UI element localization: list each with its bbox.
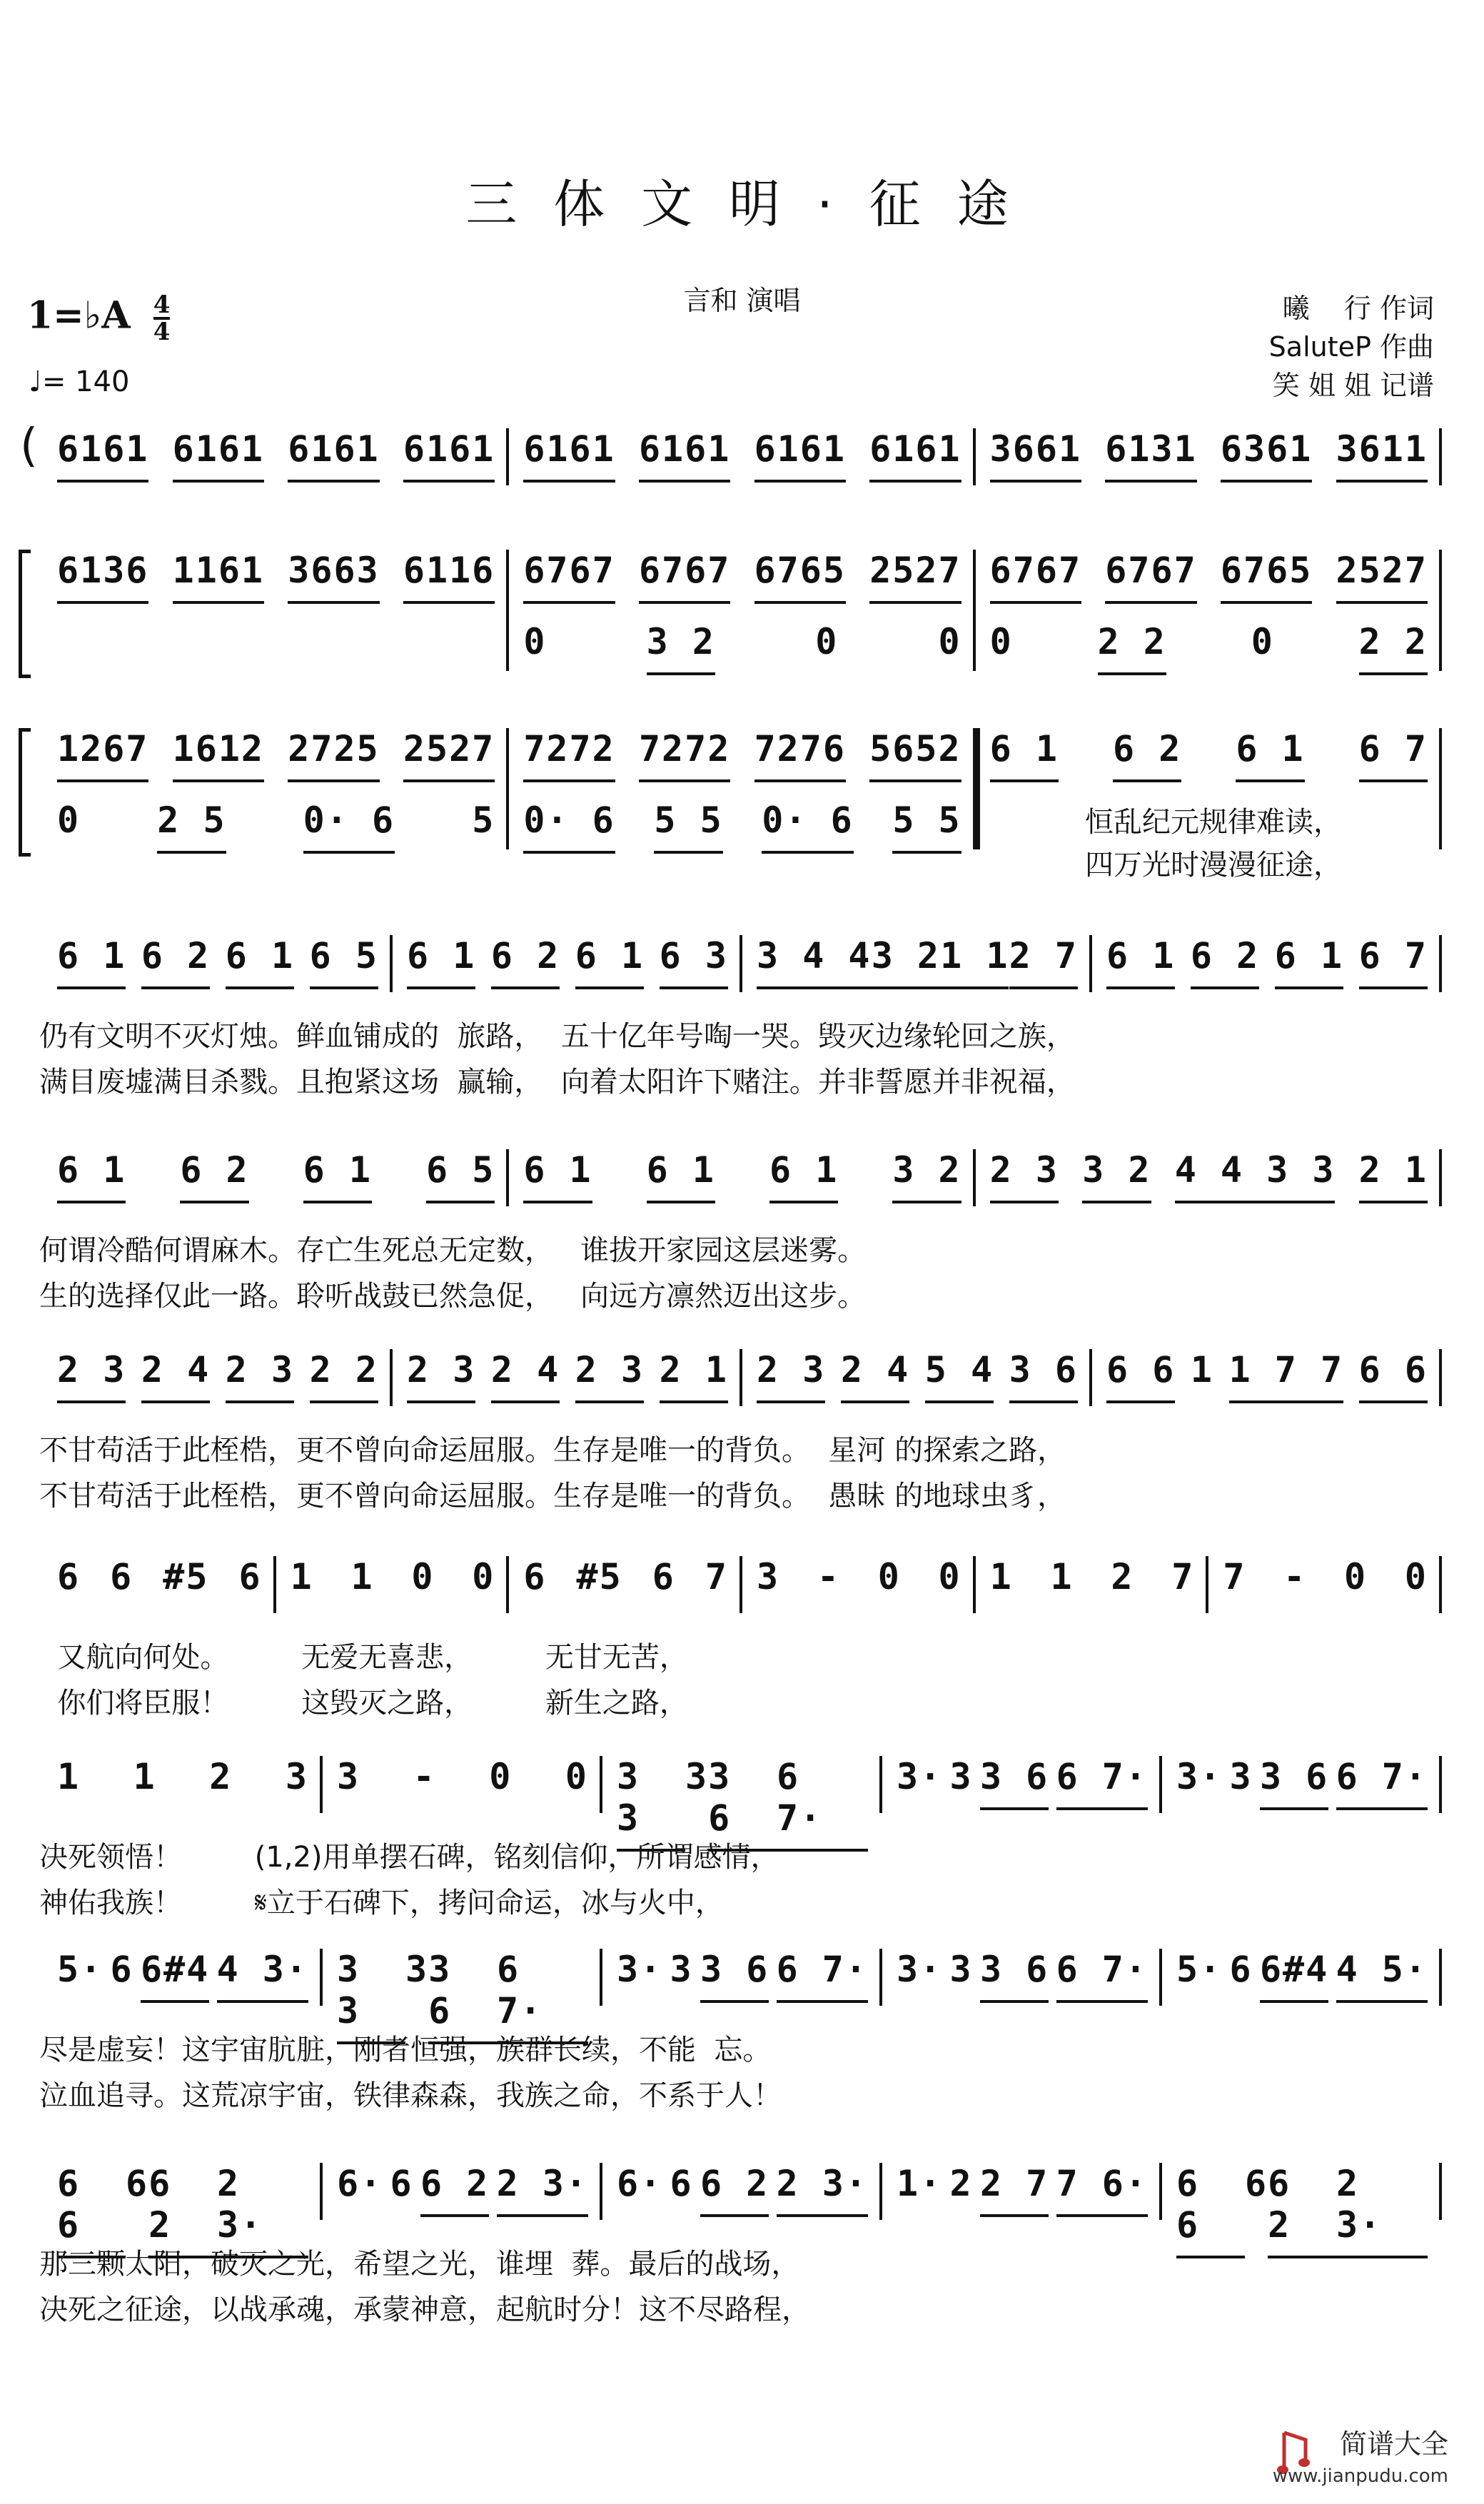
note-group: 3· xyxy=(897,1756,943,1797)
note-group: 3 6 xyxy=(980,1949,1049,2003)
measure xyxy=(1092,1349,1442,1406)
note-group: 0 xyxy=(489,1756,513,1797)
note-group: 3 6 xyxy=(428,1949,497,2044)
measure xyxy=(742,1556,976,1613)
lyric-line: 神佑我族！ 𝄋立于石碑下，拷问命运，冰与火中， xyxy=(39,1887,724,1919)
measure xyxy=(602,1756,882,1839)
bar-line xyxy=(1439,1149,1442,1206)
note-group: 6 2 xyxy=(1113,728,1181,782)
note-group: 6361 xyxy=(1221,428,1312,483)
bar-line xyxy=(1439,428,1442,485)
note-group: 6 1 xyxy=(1275,935,1343,989)
note-group: 6 6 xyxy=(1176,2163,1245,2258)
watermark-text: 简谱大全 xyxy=(1339,2428,1448,2460)
note-group: 6 xyxy=(670,2163,693,2204)
bass-note-group: 0· 6 xyxy=(303,799,395,854)
note-group: - xyxy=(1283,1556,1307,1597)
note-group: 3 3 xyxy=(617,1756,685,1852)
note-group: 6161 xyxy=(57,428,148,483)
measure xyxy=(43,1349,393,1406)
note-group: 6 7· xyxy=(1056,1949,1148,2003)
note-group: 3 6 xyxy=(1009,1349,1078,1403)
note-group: 6767 xyxy=(990,550,1081,604)
note-group: 4 3· xyxy=(217,1949,308,2003)
watermark-url: www.jianpudu.com xyxy=(1272,2465,1448,2487)
note-group: 3 6 xyxy=(708,1756,777,1852)
note-group: 6116 xyxy=(403,550,495,604)
measure xyxy=(976,1556,1209,1613)
credits xyxy=(1269,289,1434,405)
bass-note-group: 0 xyxy=(57,799,81,841)
note-group: 1267 xyxy=(57,728,148,782)
score-system xyxy=(0,935,1435,1099)
lyric-line: 四万光时漫漫征途， xyxy=(1085,849,1342,882)
measure xyxy=(43,428,509,485)
measure xyxy=(976,1149,1442,1206)
note-group: 6 1 xyxy=(57,935,126,989)
measure xyxy=(323,1756,602,1813)
note-group: 2 3 xyxy=(226,1349,294,1403)
note-group: 6 3 xyxy=(660,935,728,989)
measure xyxy=(43,550,509,607)
note-group: 7272 xyxy=(639,728,730,782)
note-group: 6161 xyxy=(173,428,264,483)
note-group: 6136 xyxy=(57,550,148,604)
note-group: 6 2 xyxy=(1191,935,1259,989)
bass-note-group: 2 2 xyxy=(1359,621,1428,675)
lyric-line: 仍有文明不灭灯烛。鲜血铺成的 旅路， 五十亿年号啕一哭。毁灭边缘轮回之族， xyxy=(39,1020,1075,1053)
note-group: 1 xyxy=(290,1556,313,1597)
note-group: 6 xyxy=(652,1556,675,1597)
note-group: 3 2 xyxy=(892,1149,961,1203)
note-group: 6 7· xyxy=(777,1756,868,1852)
note-group: 2 xyxy=(209,1756,233,1797)
note-group: #5 xyxy=(576,1556,622,1597)
lyric-line: 决死领悟！ (1,2)用单摆石碑，铭刻信仰，所谓感情， xyxy=(39,1841,779,1874)
note-group: 1 7 7 xyxy=(1229,1349,1344,1403)
lyric-line: 尽是虚妄！这宇宙肮脏，刚者恒强，族群长续，不能 忘。 xyxy=(39,2034,772,2066)
note-group: 2725 xyxy=(288,728,379,782)
bass-measure xyxy=(509,799,975,849)
bar-line xyxy=(1439,1349,1442,1406)
score-system xyxy=(0,550,1435,692)
note-group: 3 xyxy=(285,1756,308,1797)
bar-line xyxy=(1439,935,1442,992)
note-group: 3· xyxy=(1176,1756,1223,1797)
note-group: 3 2 xyxy=(872,935,940,989)
measure xyxy=(393,935,742,992)
note-group: 6767 xyxy=(639,550,730,604)
score-system xyxy=(0,1949,1435,2112)
measure xyxy=(742,935,1092,992)
note-group: 3 xyxy=(757,1556,780,1597)
note-group: 6 2 xyxy=(141,935,210,989)
measure xyxy=(976,728,1442,785)
measure xyxy=(1162,1949,1442,2006)
bass-note-group: 2 5 xyxy=(157,799,226,854)
note-group: 6765 xyxy=(754,550,846,604)
measure xyxy=(43,1556,276,1613)
measure xyxy=(1092,935,1442,992)
note-group: 2 3 xyxy=(407,1349,475,1403)
note-group: 6· xyxy=(337,2163,383,2204)
bass-note-group: 0 xyxy=(938,621,961,662)
score-system xyxy=(0,1756,1435,1919)
note-group: 6 xyxy=(523,1556,547,1597)
note-group: 6161 xyxy=(869,428,961,483)
note-group: 3 4 4 xyxy=(757,935,872,989)
bass-note-group: 0· 6 xyxy=(762,799,853,854)
note-group: 6 2 xyxy=(491,935,560,989)
note-group: 1 1 xyxy=(940,935,1009,989)
note-group: 3 xyxy=(1229,1756,1253,1797)
note-group: 2 7 xyxy=(1009,935,1078,989)
note-group: 3611 xyxy=(1336,428,1428,483)
note-group: 6 1 xyxy=(407,935,475,989)
note-group: 6 1 xyxy=(226,935,294,989)
note-group: 3 2 xyxy=(1082,1149,1151,1203)
measure xyxy=(976,550,1442,607)
measure xyxy=(882,2163,1162,2220)
note-group: 6· xyxy=(617,2163,663,2204)
note-group: 6 7· xyxy=(777,1949,868,2003)
note-group: 6767 xyxy=(1105,550,1196,604)
note-group: 0 xyxy=(1404,1556,1428,1597)
note-group: 6 1 xyxy=(647,1149,715,1203)
note-group: 3663 xyxy=(288,550,379,604)
note-group: 6 xyxy=(110,1556,133,1597)
score-system xyxy=(0,728,1435,882)
note-group: 6 1 xyxy=(1106,935,1175,989)
measure xyxy=(43,2163,323,2246)
note-group: 0 xyxy=(938,1556,961,1597)
bass-measure xyxy=(43,799,509,849)
note-group: 6 7· xyxy=(1056,1756,1148,1810)
note-group: 1 xyxy=(989,1556,1013,1597)
note-group: - xyxy=(413,1756,436,1797)
note-group: 6131 xyxy=(1105,428,1196,483)
note-group: 6 1 xyxy=(523,1149,592,1203)
measure xyxy=(43,935,393,992)
note-group: 6 2 xyxy=(420,2163,489,2217)
measure xyxy=(43,1756,323,1813)
page-title: 三 体 文 明 · 征 途 xyxy=(465,174,1019,234)
note-group: 6 xyxy=(390,2163,413,2204)
note-group: 2527 xyxy=(403,728,495,782)
measure xyxy=(509,428,975,485)
measure xyxy=(882,1949,1162,2006)
note-group: 2527 xyxy=(869,550,961,604)
measure xyxy=(43,1949,323,2006)
measure xyxy=(1162,2163,1442,2246)
bar-line xyxy=(1439,1556,1442,1613)
note-group: 3 xyxy=(670,1949,693,1990)
note-group: 6#4 xyxy=(1260,1949,1328,2003)
note-group: 2527 xyxy=(1336,550,1428,604)
note-group: 6 xyxy=(238,1556,262,1597)
credit-lyricist: 曦 行 作词 xyxy=(1282,293,1434,324)
note-group: 6 xyxy=(57,1556,81,1597)
note-group: 7 xyxy=(705,1556,728,1597)
lyric-line: 决死之征途，以战承魂，承蒙神意，起航时分！这不尽路程， xyxy=(39,2293,810,2326)
note-group: 6 1 xyxy=(1236,728,1304,782)
measure xyxy=(323,2163,602,2220)
bass-note-group: 0 xyxy=(989,621,1013,662)
note-group: 2 3 xyxy=(57,1349,126,1403)
note-group: 7 xyxy=(1223,1556,1246,1597)
measure xyxy=(1208,1556,1442,1613)
note-group: 1· xyxy=(897,2163,943,2204)
note-group: 3 xyxy=(685,1756,709,1797)
note-group: 3 3 xyxy=(337,1949,405,2044)
score-system xyxy=(0,1149,1435,1313)
bass-note-group: 3 2 xyxy=(647,621,715,675)
note-group: 7 xyxy=(1171,1556,1195,1597)
bass-note-group: 5 5 xyxy=(892,799,961,854)
note-group: 0 xyxy=(411,1556,435,1597)
credit-composer: SaluteP 作曲 xyxy=(1268,331,1434,363)
note-group: 3 xyxy=(337,1756,360,1797)
score-system xyxy=(0,2163,1435,2326)
note-group: 6 6 xyxy=(1106,1349,1175,1403)
note-group: 3· xyxy=(617,1949,663,1990)
measure xyxy=(742,1349,1092,1406)
note-group: 1 xyxy=(133,1756,156,1797)
measure xyxy=(509,1149,975,1206)
lyric-line: 不甘苟活于此桎梏，更不曾向命运屈服。生存是唯一的背负。 愚昧 的地球虫豸， xyxy=(39,1480,1066,1513)
note-group: - xyxy=(817,1556,840,1597)
note-group: 7276 xyxy=(754,728,846,782)
time-signature xyxy=(153,293,171,344)
note-group: 2 3· xyxy=(497,2163,588,2217)
note-group: 6161 xyxy=(288,428,379,483)
note-group: 6 2 xyxy=(700,2163,769,2217)
note-group: 6 7 xyxy=(1359,935,1428,989)
note-group: 1 xyxy=(350,1556,374,1597)
measure xyxy=(1162,1756,1442,1813)
note-group: 2 2 xyxy=(310,1349,378,1403)
note-group: 6 7· xyxy=(1336,1756,1428,1810)
note-group: 6 xyxy=(125,2163,149,2204)
measure xyxy=(43,728,509,785)
measure xyxy=(43,1149,509,1206)
note-group: 5 4 xyxy=(925,1349,994,1403)
note-group: 2 3 xyxy=(757,1349,825,1403)
measure xyxy=(509,728,975,785)
lyric-line: 那三颗太阳，破灭之光，希望之光，谁埋 葬。最后的战场， xyxy=(39,2248,800,2281)
lyric-line: 不甘苟活于此桎梏，更不曾向命运屈服。生存是唯一的背负。 星河 的探索之路， xyxy=(39,1434,1066,1467)
bar-line xyxy=(1439,2163,1442,2220)
note-group: 2 3 xyxy=(575,1349,644,1403)
note-group: 2 4 xyxy=(841,1349,909,1403)
note-group: 6 7· xyxy=(497,1949,588,2044)
note-group: 6 6 xyxy=(1359,1349,1428,1403)
note-group: 6#4 xyxy=(141,1949,209,2003)
note-group: 6 5 xyxy=(426,1149,495,1203)
note-group: 6 1 xyxy=(769,1149,838,1203)
note-group: 2 3· xyxy=(777,2163,868,2217)
note-group: 2 1 xyxy=(1359,1149,1428,1203)
time-denominator: 4 xyxy=(153,318,171,346)
note-group: 3· xyxy=(897,1949,943,1990)
note-group: 7 6· xyxy=(1056,2163,1148,2217)
bass-note-group: 2 2 xyxy=(1098,621,1166,675)
bar-line xyxy=(1439,1949,1442,2006)
note-group: 1612 xyxy=(173,728,264,782)
watermark xyxy=(1272,2425,1470,2497)
measure xyxy=(509,1556,742,1613)
note-group: 2 xyxy=(1111,1556,1134,1597)
lyric-line: 又航向何处。 无爱无喜悲， 无甘无苦， xyxy=(39,1641,688,1674)
note-group: 6161 xyxy=(523,428,615,483)
note-group: 6 1 xyxy=(575,935,644,989)
measure xyxy=(509,550,975,607)
note-group: 0 xyxy=(565,1756,588,1797)
note-group: 7272 xyxy=(523,728,615,782)
note-group: 6 7 xyxy=(1359,728,1428,782)
note-group: 6 5 xyxy=(310,935,378,989)
note-group: 5· xyxy=(1176,1949,1223,1990)
score-system xyxy=(0,1556,1435,1720)
note-group: 1161 xyxy=(173,550,264,604)
bass-measure xyxy=(976,621,1442,671)
repeat-parenthesis: ( xyxy=(20,420,38,473)
tempo-marking: ♩= 140 xyxy=(29,365,130,398)
note-group: 2 3 xyxy=(990,1149,1059,1203)
note-group: 4 5· xyxy=(1336,1949,1428,2003)
bar-line xyxy=(1439,1756,1442,1813)
credit-transcriber: 笑 姐 姐 记谱 xyxy=(1272,370,1434,401)
note-group: 2 1 xyxy=(660,1349,728,1403)
measure xyxy=(323,1949,602,2031)
time-numerator: 4 xyxy=(153,291,171,319)
bass-measure xyxy=(509,621,975,671)
measure xyxy=(602,1949,882,2006)
bass-note-group: 0 xyxy=(1251,621,1274,662)
bass-note-group: 0 xyxy=(815,621,839,662)
note-group: 0 xyxy=(472,1556,495,1597)
note-group: 2 7 xyxy=(980,2163,1049,2217)
key-text: 1=♭A xyxy=(27,293,131,338)
note-group: 6 xyxy=(1244,2163,1268,2204)
note-group: 2 3· xyxy=(217,2163,308,2258)
note-group: 6 6 xyxy=(57,2163,126,2258)
note-group: 6765 xyxy=(1221,550,1312,604)
bass-note-group: 5 xyxy=(472,799,495,841)
note-group: 6 1 xyxy=(57,1149,126,1203)
note-group: 3 xyxy=(949,1949,973,1990)
system-bracket xyxy=(19,728,31,857)
measure xyxy=(976,428,1442,485)
lyric-line: 何谓冷酷何谓麻木。存亡生死总无定数， 谁拔开家园这层迷雾。 xyxy=(39,1234,867,1267)
note-group: 3 xyxy=(405,1949,429,1990)
note-group: 6161 xyxy=(754,428,846,483)
score-system xyxy=(0,1349,1435,1513)
lyric-line: 生的选择仅此一路。聆听战鼓已然急促， 向远方凛然迈出这步。 xyxy=(39,1280,867,1313)
note-group: 0 xyxy=(1344,1556,1368,1597)
lyric-line: 你们将臣服！ 这毁灭之路， 新生之路， xyxy=(39,1687,688,1720)
note-group: 2 4 xyxy=(141,1349,210,1403)
note-group: 4 4 3 3 xyxy=(1175,1149,1336,1203)
note-group: 6161 xyxy=(639,428,730,483)
note-group: 6 2 xyxy=(180,1149,248,1203)
measure xyxy=(882,1756,1162,1813)
measure xyxy=(276,1556,510,1613)
note-group: 6 1 xyxy=(303,1149,372,1203)
bass-note-group: 0 xyxy=(523,621,547,662)
bass-note-group: 5 5 xyxy=(654,799,722,854)
measure xyxy=(393,1349,742,1406)
lyric-line: 满目废墟满目杀戮。且抱紧这场 赢输， 向着太阳许下赌注。并非誓愿并非祝福， xyxy=(39,1066,1075,1099)
measure xyxy=(602,2163,882,2220)
lyric-line: 泣血追寻。这荒凉宇宙，铁律森森，我族之命，不系于人！ xyxy=(39,2079,782,2112)
note-group: 5652 xyxy=(869,728,961,782)
note-group: 6 xyxy=(110,1949,133,1990)
singer-line: 言和 演唱 xyxy=(683,285,801,316)
system-bracket xyxy=(19,550,31,678)
note-group: 3 6 xyxy=(1260,1756,1328,1810)
note-group: 2 4 xyxy=(491,1349,560,1403)
lyric-line: 恒乱纪元规律难读， xyxy=(1085,806,1342,839)
note-group: 6 2 xyxy=(1268,2163,1336,2258)
note-group: 3 xyxy=(949,1756,973,1797)
note-group: 5· xyxy=(57,1949,104,1990)
note-group: 1 xyxy=(1190,1349,1213,1390)
note-group: 0 xyxy=(877,1556,901,1597)
note-group: #5 xyxy=(163,1556,209,1597)
note-group: 6 2 xyxy=(148,2163,217,2258)
note-group: 1 xyxy=(1050,1556,1074,1597)
bass-note-group: 0· 6 xyxy=(523,799,615,854)
key-signature xyxy=(27,293,170,344)
note-group: 1 xyxy=(57,1756,81,1797)
note-group: 6161 xyxy=(403,428,495,483)
note-group: 3661 xyxy=(990,428,1081,483)
note-group: 6767 xyxy=(523,550,615,604)
note-group: 2 xyxy=(949,2163,973,2204)
note-group: 6 xyxy=(1229,1949,1253,1990)
note-group: 2 3· xyxy=(1336,2163,1428,2258)
note-group: 3 6 xyxy=(980,1756,1049,1810)
note-group: 6 1 xyxy=(990,728,1059,782)
note-group: 3 6 xyxy=(700,1949,769,2003)
